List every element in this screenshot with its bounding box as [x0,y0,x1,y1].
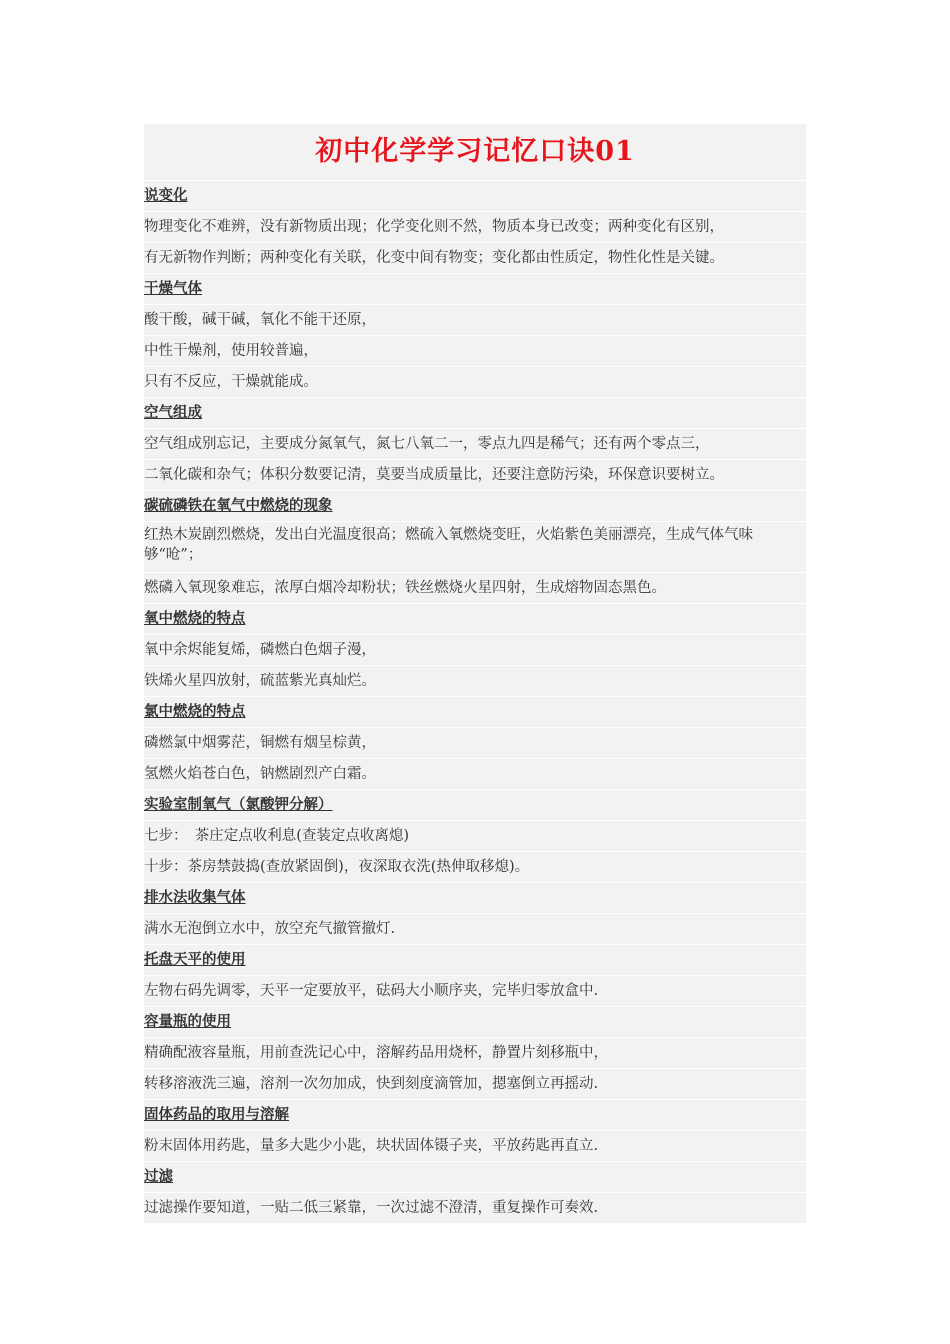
section-text-line: 粉末固体用药匙，量多大匙少小匙，块状固体镊子夹，平放药匙再直立. [144,1130,806,1161]
section-text-line: 七步： 茶庄定点收利息(查装定点收离熄) [144,820,806,851]
section-heading: 碳硫磷铁在氧气中燃烧的现象 [144,498,333,514]
document-title: 初中化学学习记忆口诀01 [315,136,635,167]
section-text-line: 氧中余烬能复烯，磷燃白色烟子漫， [144,634,806,665]
section-text-line: 转移溶液洗三遍，溶剂一次勿加成，快到刻度滴管加，摁塞倒立再摇动. [144,1068,806,1099]
section-heading-row [144,397,806,428]
section-text-line: 满水无泡倒立水中，放空充气撤管撤灯. [144,913,806,944]
section-heading: 氯中燃烧的特点 [144,704,246,720]
section-text-line: 有无新物作判断；两种变化有关联，化变中间有物变；变化都由性质定，物性化性是关键。 [144,242,806,273]
section-heading-row [144,1099,806,1130]
section-text-line: 十步：茶房禁鼓捣(查放紧固倒)，夜深取衣洗(热伸取移熄)。 [144,851,806,882]
section-text-line: 二氧化碳和杂气；体积分数要记清，莫要当成质量比，还要注意防污染，环保意识要树立。 [144,459,806,490]
section-text-line: 红热木炭剧烈燃烧，发出白光温度很高；燃硫入氧燃烧变旺，火焰紫色美丽漂亮，生成气体气味够“呛”； [144,521,806,572]
document-body [144,124,806,1223]
section-heading-row [144,273,806,304]
document-content [144,180,806,1223]
section-text-line: 空气组成别忘记，主要成分氮氧气，氮七八氧二一，零点九四是稀气；还有两个零点三， [144,428,806,459]
section-heading: 容量瓶的使用 [144,1014,231,1030]
section-text-line: 物理变化不难辨，没有新物质出现；化学变化则不然，物质本身已改变；两种变化有区别， [144,211,806,242]
section-heading: 氧中燃烧的特点 [144,611,246,627]
section-heading: 空气组成 [144,405,202,421]
section-heading-row [144,180,806,211]
section-heading: 干燥气体 [144,281,202,297]
section-text-line: 酸干酸，碱干碱，氧化不能干还原， [144,304,806,335]
section-text-line: 只有不反应，干燥就能成。 [144,366,806,397]
section-text-line: 铁烯火星四放射，硫蓝紫光真灿烂。 [144,665,806,696]
section-heading-row [144,603,806,634]
section-text-line: 燃磷入氧现象难忘，浓厚白烟冷却粉状；铁丝燃烧火星四射，生成熔物固态黑色。 [144,572,806,603]
section-heading: 实验室制氧气（氯酸钾分解） [144,797,333,813]
section-heading-row [144,1161,806,1192]
section-text-line: 左物右码先调零，天平一定要放平，砝码大小顺序夹，完毕归零放盒中. [144,975,806,1006]
section-heading: 固体药品的取用与溶解 [144,1107,289,1123]
section-heading-row [144,944,806,975]
section-heading: 说变化 [144,188,188,204]
section-heading-row [144,882,806,913]
section-text-line: 氢燃火焰苍白色，钠燃剧烈产白霜。 [144,758,806,789]
section-heading-row [144,789,806,820]
section-heading: 过滤 [144,1169,173,1185]
section-text-line: 磷燃氯中烟雾茫，铜燃有烟呈棕黄， [144,727,806,758]
section-heading-row [144,1006,806,1037]
section-heading: 排水法收集气体 [144,890,246,906]
section-text-line: 中性干燥剂，使用较普遍， [144,335,806,366]
section-heading: 托盘天平的使用 [144,952,246,968]
section-text-line: 过滤操作要知道，一贴二低三紧靠，一次过滤不澄清，重复操作可奏效. [144,1192,806,1223]
section-heading-row [144,696,806,727]
section-text-line: 精确配液容量瓶，用前查洗记心中，溶解药品用烧杯，静置片刻移瓶中， [144,1037,806,1068]
section-heading-row [144,490,806,521]
